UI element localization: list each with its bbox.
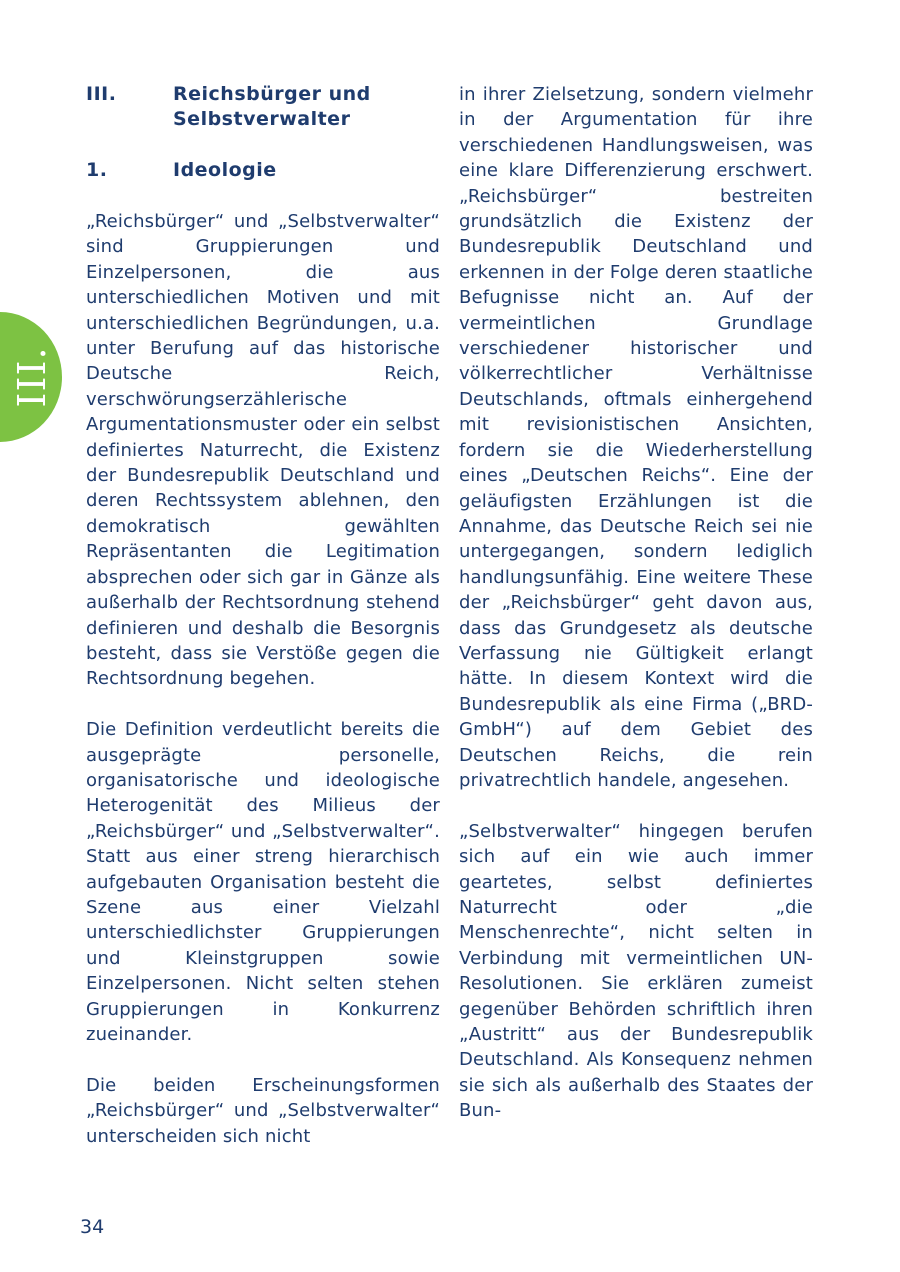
paragraph: „Reichsbürger“ und „Selbstverwalter“ sind Gruppierungen und Einzelpersonen, die aus unterschiedlichen Motiven und mit unterschiedlichen Begründungen, u.a. unter Berufung auf das historische Deutsche Reich, verschwörungserzählerische Argumentationsmuster oder ein selbst definiertes Naturrecht, die Existenz der Bundesrepublik Deutschland und deren Rechtssystem ablehnen, den demokratisch gewählten Repräsentanten die Legitimation absprechen oder sich gar in Gänze als außerhalb der Rechtsordnung stehend definieren und deshalb die Besorgnis besteht, dass sie Verstöße gegen die Rechtsordnung begehen. [86,211,440,690]
paragraph: in ihrer Zielsetzung, sondern vielmehr in der Argumentation für ihre verschiedenen Handlungsweisen, was eine klare Differenzierung erschwert. „Reichsbürger“ bestreiten grundsätzlich die Existenz der Bundesrepublik Deutschland und erkennen in der Folge deren staatliche Befugnisse nicht an. Auf der vermeintlichen Grundlage verschiedener historischer und völkerrechtlicher Verhältnisse Deutschlands, oftmals einhergehend mit revisionistischen Ansichten, fordern sie die Wiederherstellung eines „Deutschen Reichs“. Eine der geläufigsten Erzählungen ist die Annahme, das Deutsche Reich sei nie untergegangen, sondern lediglich handlungsunfähig. Eine weitere These der „Reichsbürger“ geht davon aus, dass das Grundgesetz als deutsche Verfassung nie Gültigkeit erlangt hätte. In diesem Kontext wird die Bundesrepublik als eine Firma („BRD-GmbH“) auf dem Gebiet des Deutschen Reichs, die rein privatrechtlich handele, angesehen. [459,84,813,791]
subsection-title: Ideologie [173,159,277,182]
paragraph: Die beiden Erscheinungsformen „Reichsbürger“ und „Selbstverwalter“ unterscheiden sich nicht [86,1074,440,1147]
page-number: 34 [80,1216,105,1238]
paragraph: „Selbstverwalter“ hingegen berufen sich auf ein wie auch immer geartetes, selbst definiertes Naturrecht oder „die Menschenrechte“, nicht selten in Verbindung mit vermeintlichen UN-Resolutionen. Sie erklären zumeist gegenüber Behörden schriftlich ihren „Austritt“ aus der Bundesrepublik Deutschland. Als Konsequenz nehmen sie sich als außerhalb des Staates der Bun- [459,820,813,1122]
section-title: Reichsbürger und Selbstverwalter [173,83,371,131]
paragraph: Die Definition verdeutlicht bereits die ausgeprägte personelle, organisatorische und ideologische Heterogenität des Milieus der „Reichsbürger“ und „Selbstverwalter“. Statt aus einer streng hierarchisch aufgebauten Organisation besteht die Szene aus einer Vielzahl unterschiedlichster Gruppierungen und Kleinstgruppen sowie Einzelpersonen. Nicht selten stehen Gruppierungen in Konkurrenz zueinander. [86,719,440,1045]
section-heading [86,82,440,133]
chapter-tab-label: III. [10,346,54,408]
subsection-heading [86,158,440,183]
left-column [86,82,440,1149]
section-number: III. [86,83,117,105]
right-column [459,82,813,1124]
subsection-number: 1. [86,159,108,182]
